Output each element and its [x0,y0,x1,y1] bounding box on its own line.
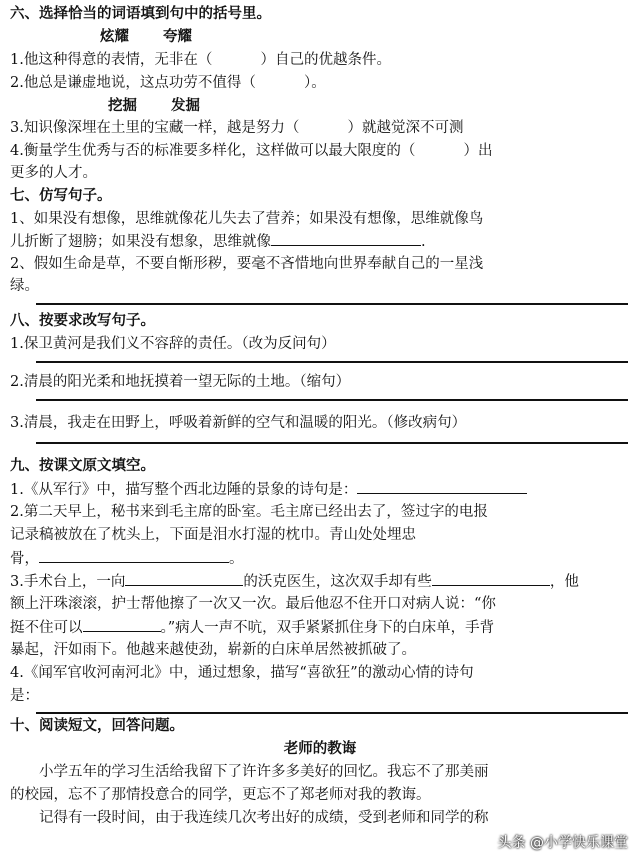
s9-question-4-line1: 4.《闻军官收河南河北》中，通过想象，描写“喜欲狂”的激动心情的诗句 [10,665,474,681]
word-choices-1: 炫耀 夸耀 [100,28,193,45]
s7-q1-text: 儿折断了翅膀；如果没有想象，思维就像 [10,234,271,250]
s8-q1-answer-line[interactable] [36,361,628,363]
s6-question-4-line1: 4.衡量学生优秀与否的标准要多样化，这样做可以最大限度的（ ）出 [10,143,493,159]
s9-q4-answer-line[interactable] [36,712,628,714]
s9-q3-blank-1[interactable] [125,571,243,586]
s9-question-4-line2: 是： [10,688,39,704]
section-7-title: 七、仿写句子。 [10,187,112,204]
s9-q3-text-2: 的沃克医生，这次双手却有些 [243,574,432,590]
s9-q2-text: 骨， [10,551,39,567]
s9-question-3-line2: 额上汗珠滚滚，护士帮他擦了一次又一次。最后他忍不住开口对病人说：“你 [10,596,496,612]
s6-question-3: 3.知识像深埋在土里的宝藏一样，越是努力（ ）就越觉深不可测 [10,120,464,136]
s9-q1-answer-blank[interactable] [357,479,527,494]
s9-question-3-line4: 暴起，汗如雨下。他越来越使劲，崭新的白床单居然被抓破了。 [10,642,416,658]
s8-question-1: 1.保卫黄河是我们义不容辞的责任。（改为反问句） [10,336,336,352]
story-paragraph-1-line2: 的校园，忘不了那情投意合的同学，更忘不了郑老师对我的教诲。 [10,787,431,803]
s7-answer-line[interactable] [36,303,628,305]
watermark: 头条 @小学快乐课堂 [497,835,628,851]
s9-question-2-line3 [10,548,630,569]
s9-q3-text-3: ，他 [549,574,579,590]
s8-q3-answer-line[interactable] [36,442,628,444]
s7-question-1-line2: 儿折断了翅膀；如果没有想象，思维就像 . [10,231,630,252]
s7-question-2-line2: 绿。 [10,278,39,294]
section-9-title: 九、按课文原文填空。 [10,457,155,474]
s9-question-2-line2: 记录稿被放在了枕头上，下面是泪水打湿的枕巾。青山处处埋忠 [10,527,416,543]
s9-question-1 [10,479,630,500]
section-10-title: 十、阅读短文，回答问题。 [10,717,184,734]
s9-q3-blank-2[interactable] [432,571,550,586]
s9-q1-text: 1.《从军行》中，描写整个西北边陲的景象的诗句是： [10,482,358,498]
s7-question-1-line1: 1、如果没有想像，思维就像花儿失去了营养；如果没有想像，思维就像鸟 [10,211,484,227]
section-6-title: 六、选择恰当的词语填到句中的括号里。 [10,5,271,22]
s9-q3-text-5: 。”病人一声不吭，双手紧紧抓住身下的白床单，手背 [160,620,495,636]
s8-q2-answer-line[interactable] [36,399,628,401]
s7-question-2-line1: 2、假如生命是草，不要自惭形秽，要毫不吝惜地向世界奉献自己的一星浅 [10,256,484,272]
word-choices-2: 挖掘 发掘 [108,97,201,114]
s6-question-4-line2: 更多的人才。 [10,165,97,181]
s9-q2-answer-blank[interactable] [39,548,229,563]
s9-q3-text-1: 3.手术台上，一向 [10,574,126,590]
section-8-title: 八、按要求改写句子。 [10,312,155,329]
s9-question-3-line1 [10,571,630,592]
s7-q1-answer-blank[interactable] [271,231,421,246]
story-paragraph-2-line1: 记得有一段时间，由于我连续几次考出好的成绩，受到老师和同学的称 [10,810,489,826]
s9-q3-blank-3[interactable] [83,617,161,632]
story-title: 老师的教诲 [283,740,357,757]
s9-q3-text-4: 挺不住可以 [10,620,83,636]
story-paragraph-1-line1: 小学五年的学习生活给我留下了许许多多美好的回忆。我忘不了那美丽 [10,764,489,780]
s8-question-2: 2.清晨的阳光柔和地抚摸着一望无际的土地。（缩句） [10,374,351,390]
s9-question-3-line3 [10,617,630,638]
s9-q2-end: 。 [229,551,244,567]
s9-question-2-line1: 2.第二天早上，秘书来到毛主席的卧室。毛主席已经出去了，签过字的电报 [10,504,488,520]
s6-question-2: 2.他总是谦虚地说，这点功劳不值得（ ）。 [10,75,326,91]
s6-question-1: 1.他这种得意的表情，无非在（ ）自己的优越条件。 [10,52,391,68]
s8-question-3: 3.清晨，我走在田野上，呼吸着新鲜的空气和温暖的阳光。（修改病句） [10,415,467,431]
